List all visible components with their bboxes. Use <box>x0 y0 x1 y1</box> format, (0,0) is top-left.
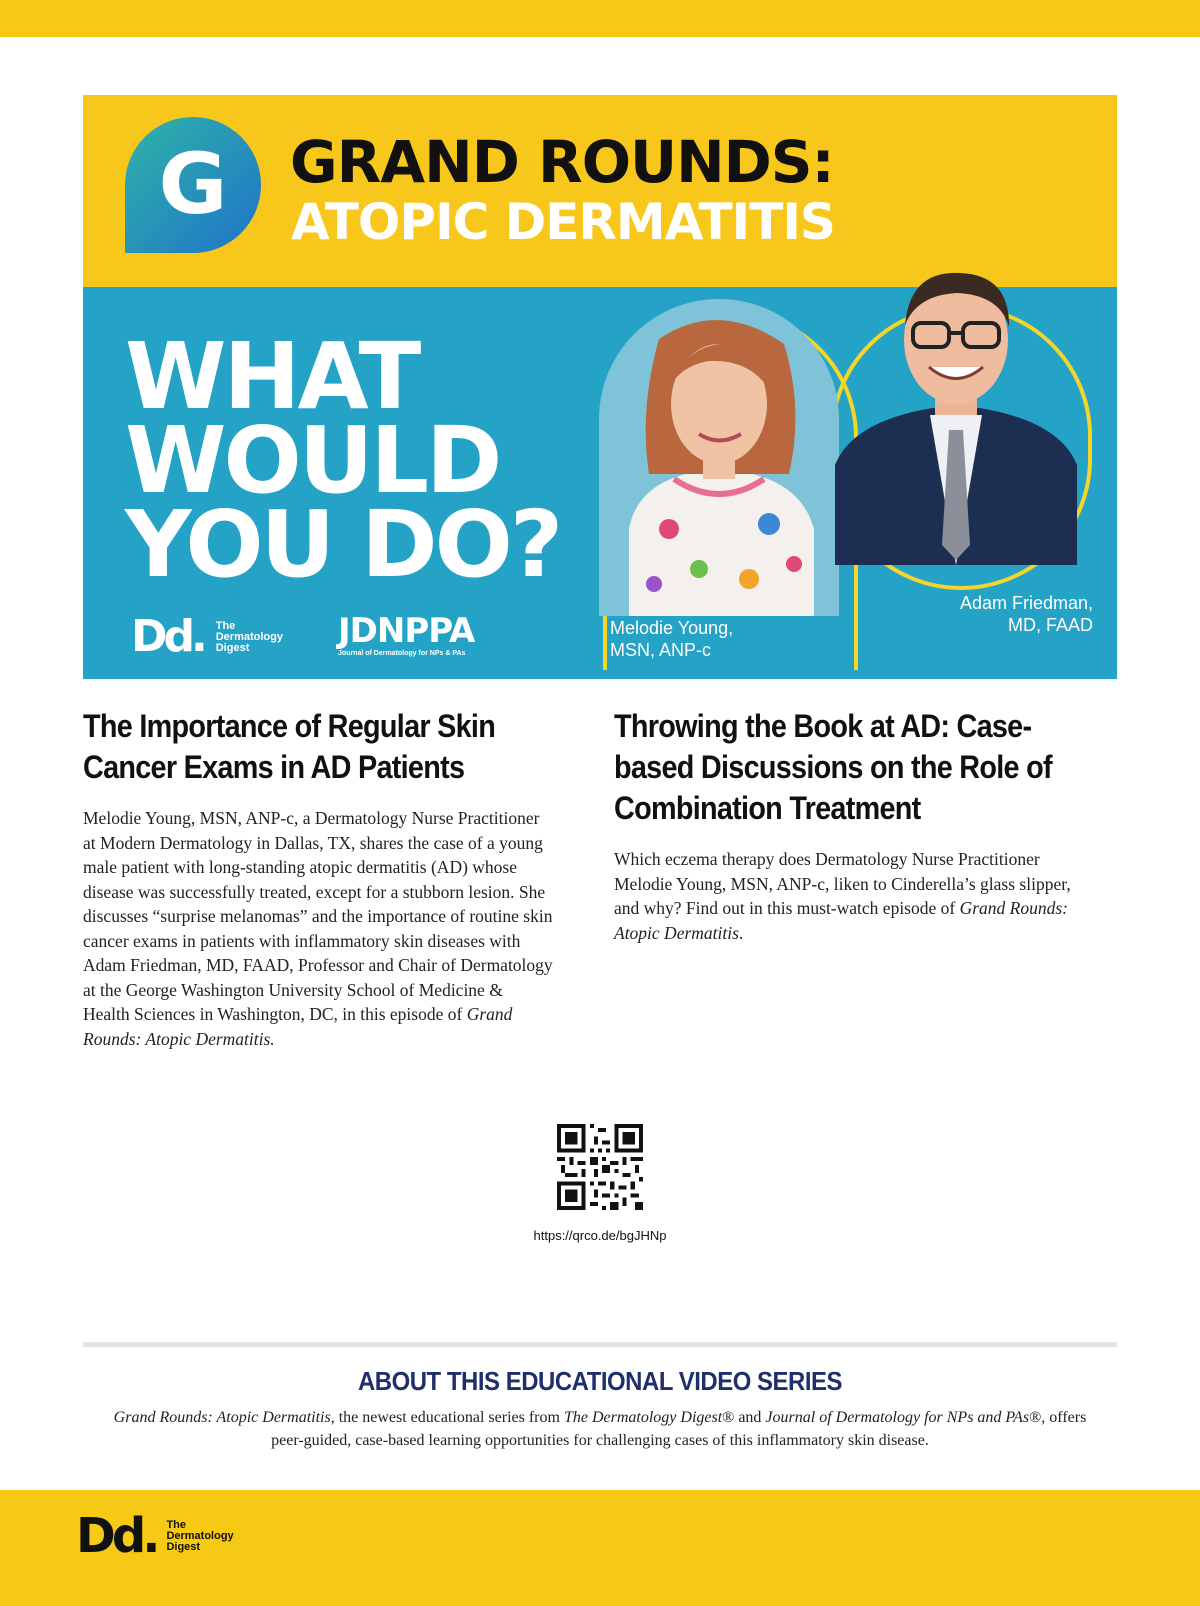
article-title: The Importance of Regular Skin Cancer Exams in AD Patients <box>83 708 496 785</box>
grand-rounds-logo-icon <box>123 115 263 253</box>
article-title: Throwing the Book at AD: Case-based Discussions on the Role of Combination Treatment <box>614 708 1052 826</box>
article-combination-treatment <box>614 706 1084 945</box>
banner-subtitle: ATOPIC DERMATITIS <box>291 193 835 251</box>
headline-line: WOULD <box>125 407 500 514</box>
article-skin-cancer-exams <box>83 706 553 1051</box>
jdnppa-subtitle: Journal of Dermatology for NPs & PAs <box>338 650 466 657</box>
banner-title: GRAND ROUNDS: <box>290 128 834 196</box>
dermatology-digest-logo <box>131 611 283 662</box>
top-accent-bar <box>0 0 1200 37</box>
portrait-caption-left: Melodie Young, MSN, ANP-c <box>610 618 734 660</box>
article-body: Which eczema therapy does Dermatology Nurse Practitioner Melodie Young, MSN, ANP-c, liken to Cinderella’s glass slipper, and why? Find out in this must-watch episode of Grand Rounds: Atopic Dermatitis. <box>614 849 1071 943</box>
adam-friedman-portrait <box>825 255 1087 565</box>
dd-mark: Dd. <box>131 611 204 662</box>
dd-wordmark: The Dermatology Digest <box>166 1518 234 1553</box>
jdnppa-mark: JDNPPA <box>338 611 475 651</box>
about-title: ABOUT THIS EDUCATIONAL VIDEO SERIES <box>357 1366 843 1396</box>
portrait-caption-right: Adam Friedman, MD, FAAD <box>959 593 1093 635</box>
banner-headline <box>125 323 561 598</box>
headline-line: WHAT <box>125 323 419 430</box>
section-divider <box>83 1342 1117 1347</box>
melodie-young-portrait <box>599 299 839 616</box>
about-text: Grand Rounds: Atopic Dermatitis, the newest educational series from The Dermatology Digest® and Journal of Dermatology for NPs and PAs®, offers peer-guided, case-based learning opportunities for challenging cases of this inflammatory skin disease. <box>113 1409 1087 1449</box>
article-body: Melodie Young, MSN, ANP-c, a Dermatology Nurse Practitioner at Modern Dermatology in Dallas, TX, shares the case of a young male patient with long-standing atopic dermatitis (AD) whose disease was successfully treated, except for a stubborn lesion. She discusses “surprise melanomas” and the importance of routine skin cancer exams in patients with inflammatory skin diseases with Adam Friedman, MD, FAAD, Professor and Chair of Dermatology at the George Washington University School of Medicine & Health Sciences in Washington, DC, in this episode of Grand Rounds: Atopic Dermatitis. <box>83 808 553 1049</box>
grand-rounds-banner <box>83 95 1117 679</box>
dd-mark: Dd. <box>76 1508 157 1564</box>
svg-text:G: G <box>158 135 228 233</box>
qr-code[interactable] <box>557 1124 643 1210</box>
footer-logo <box>76 1508 234 1564</box>
headline-line: YOU DO? <box>125 491 561 598</box>
qr-url[interactable]: https://qrco.de/bgJHNp <box>533 1228 667 1243</box>
jdnppa-logo <box>338 613 474 658</box>
dd-wordmark: The Dermatology Digest <box>215 619 283 654</box>
